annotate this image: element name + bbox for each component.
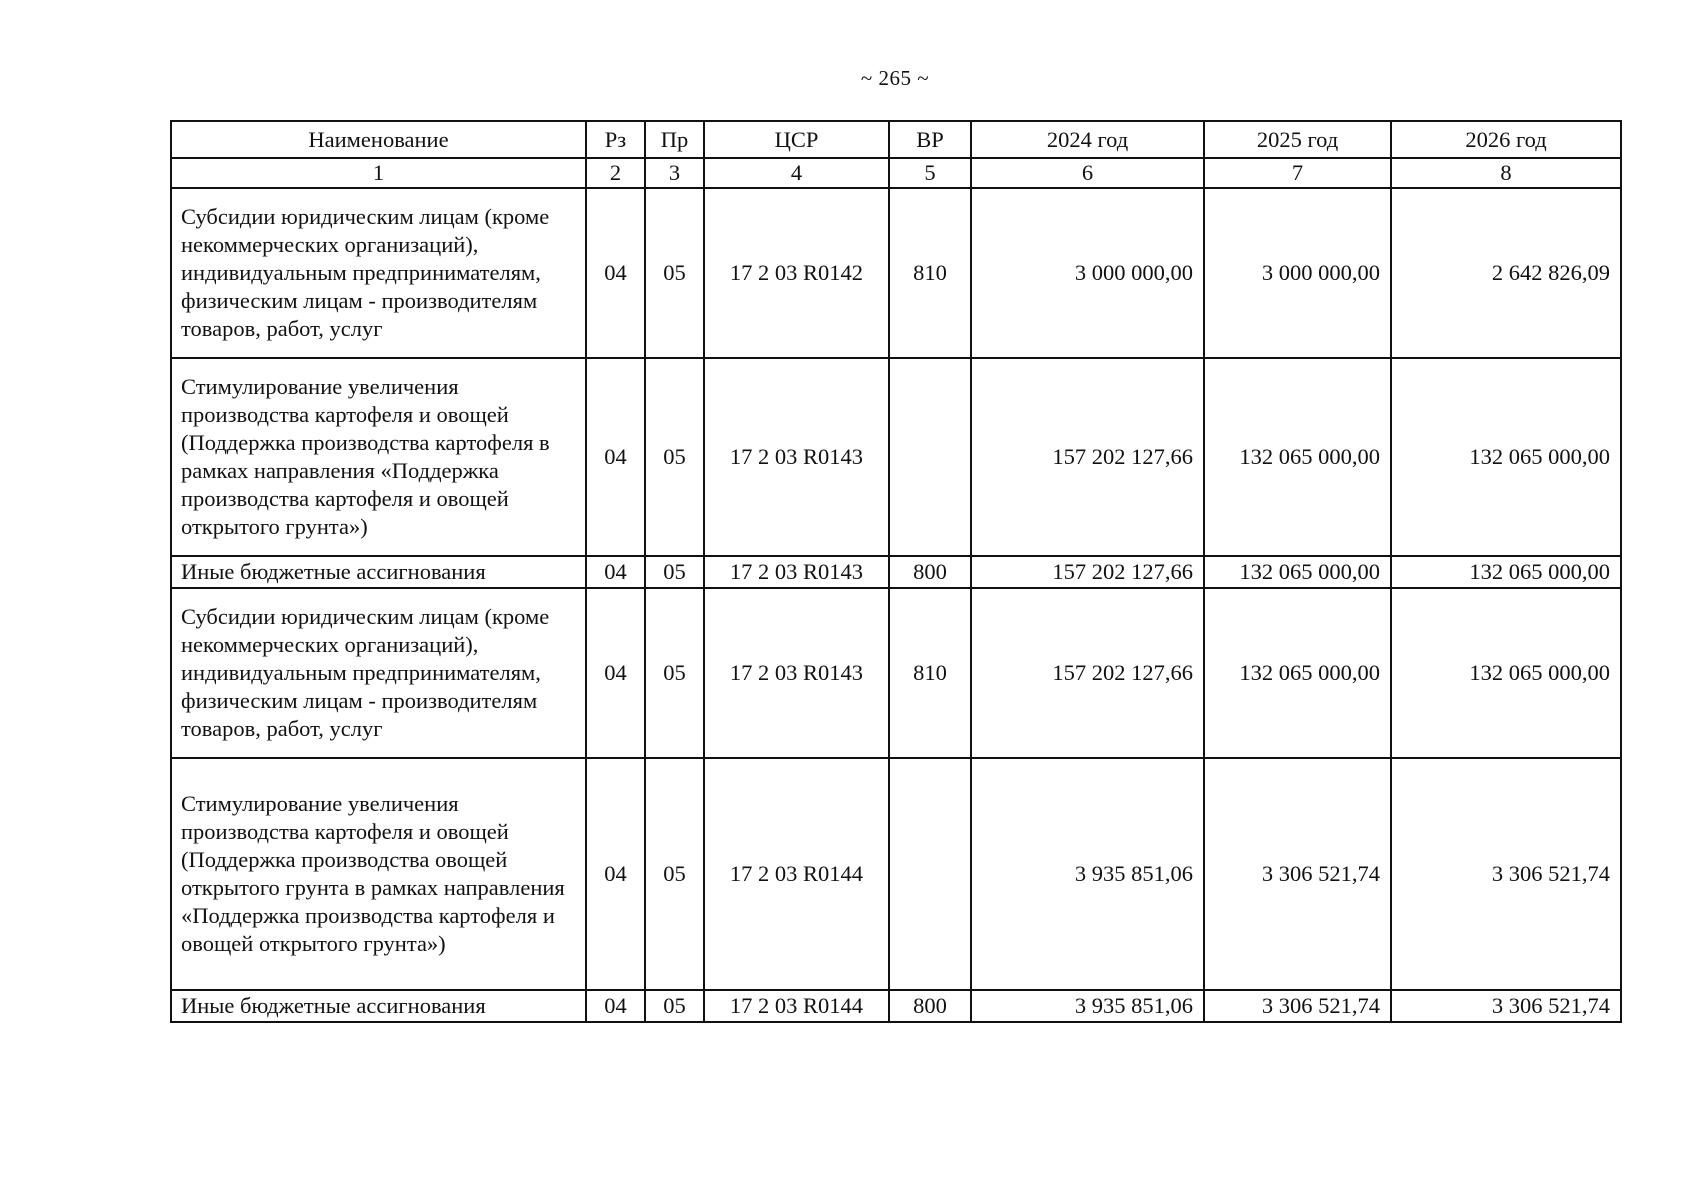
cell-rz: 04 xyxy=(586,188,645,358)
column-number-row xyxy=(171,158,1621,188)
column-number: 8 xyxy=(1391,158,1621,188)
header-cell-rz: Рз xyxy=(586,121,645,158)
cell-2024: 3 935 851,06 xyxy=(971,758,1204,990)
cell-rz: 04 xyxy=(586,588,645,758)
cell-rz: 04 xyxy=(586,358,645,556)
cell-pr: 05 xyxy=(645,990,704,1022)
cell-pr: 05 xyxy=(645,358,704,556)
cell-2024: 157 202 127,66 xyxy=(971,358,1204,556)
cell-2025: 132 065 000,00 xyxy=(1204,588,1391,758)
cell-2025: 3 000 000,00 xyxy=(1204,188,1391,358)
cell-csr: 17 2 03 R0143 xyxy=(704,588,889,758)
column-number: 1 xyxy=(171,158,586,188)
cell-2025: 3 306 521,74 xyxy=(1204,990,1391,1022)
cell-rz: 04 xyxy=(586,758,645,990)
table-header-row xyxy=(171,121,1621,158)
header-cell-name: Наименование xyxy=(171,121,586,158)
cell-name: Субсидии юридическим лицам (кроме некоммерческих организаций), индивидуальным предпринимателям, физическим лицам - производителям товаров, работ, услуг xyxy=(171,188,586,358)
cell-vr: 810 xyxy=(889,188,971,358)
cell-csr: 17 2 03 R0143 xyxy=(704,556,889,588)
cell-name: Стимулирование увеличения производства картофеля и овощей (Поддержка производства овощей открытого грунта в рамках направления «Поддержка производства картофеля и овощей открытого грунта») xyxy=(171,758,586,990)
cell-2024: 157 202 127,66 xyxy=(971,556,1204,588)
cell-name: Иные бюджетные ассигнования xyxy=(171,556,586,588)
cell-vr: 800 xyxy=(889,990,971,1022)
cell-2026: 132 065 000,00 xyxy=(1391,358,1621,556)
header-cell-vr: ВР xyxy=(889,121,971,158)
cell-2025: 132 065 000,00 xyxy=(1204,358,1391,556)
cell-name: Стимулирование увеличения производства картофеля и овощей (Поддержка производства картофеля в рамках направления «Поддержка производства картофеля и овощей открытого грунта») xyxy=(171,358,586,556)
table-row xyxy=(171,556,1621,588)
cell-rz: 04 xyxy=(586,556,645,588)
cell-2025: 132 065 000,00 xyxy=(1204,556,1391,588)
table-row xyxy=(171,758,1621,990)
header-cell-pr: Пр xyxy=(645,121,704,158)
cell-2026: 2 642 826,09 xyxy=(1391,188,1621,358)
cell-2024: 3 935 851,06 xyxy=(971,990,1204,1022)
cell-csr: 17 2 03 R0144 xyxy=(704,758,889,990)
column-number: 5 xyxy=(889,158,971,188)
cell-2024: 157 202 127,66 xyxy=(971,588,1204,758)
cell-2026: 132 065 000,00 xyxy=(1391,588,1621,758)
cell-2026: 132 065 000,00 xyxy=(1391,556,1621,588)
header-cell-csr: ЦСР xyxy=(704,121,889,158)
cell-pr: 05 xyxy=(645,758,704,990)
header-cell-2024: 2024 год xyxy=(971,121,1204,158)
cell-2025: 3 306 521,74 xyxy=(1204,758,1391,990)
cell-pr: 05 xyxy=(645,588,704,758)
header-cell-2026: 2026 год xyxy=(1391,121,1621,158)
column-number: 6 xyxy=(971,158,1204,188)
cell-vr xyxy=(889,758,971,990)
column-number: 4 xyxy=(704,158,889,188)
cell-vr xyxy=(889,358,971,556)
cell-csr: 17 2 03 R0143 xyxy=(704,358,889,556)
cell-rz: 04 xyxy=(586,990,645,1022)
cell-vr: 800 xyxy=(889,556,971,588)
page-number: ~ 265 ~ xyxy=(860,66,930,90)
cell-name: Субсидии юридическим лицам (кроме некоммерческих организаций), индивидуальным предпринимателям, физическим лицам - производителям товаров, работ, услуг xyxy=(171,588,586,758)
table-row xyxy=(171,588,1621,758)
cell-pr: 05 xyxy=(645,188,704,358)
cell-csr: 17 2 03 R0142 xyxy=(704,188,889,358)
column-number: 7 xyxy=(1204,158,1391,188)
table-row xyxy=(171,990,1621,1022)
budget-table xyxy=(170,120,1622,1023)
table-row xyxy=(171,188,1621,358)
cell-pr: 05 xyxy=(645,556,704,588)
cell-2026: 3 306 521,74 xyxy=(1391,758,1621,990)
cell-csr: 17 2 03 R0144 xyxy=(704,990,889,1022)
cell-2024: 3 000 000,00 xyxy=(971,188,1204,358)
cell-vr: 810 xyxy=(889,588,971,758)
cell-name: Иные бюджетные ассигнования xyxy=(171,990,586,1022)
column-number: 3 xyxy=(645,158,704,188)
header-cell-2025: 2025 год xyxy=(1204,121,1391,158)
cell-2026: 3 306 521,74 xyxy=(1391,990,1621,1022)
column-number: 2 xyxy=(586,158,645,188)
table-row xyxy=(171,358,1621,556)
